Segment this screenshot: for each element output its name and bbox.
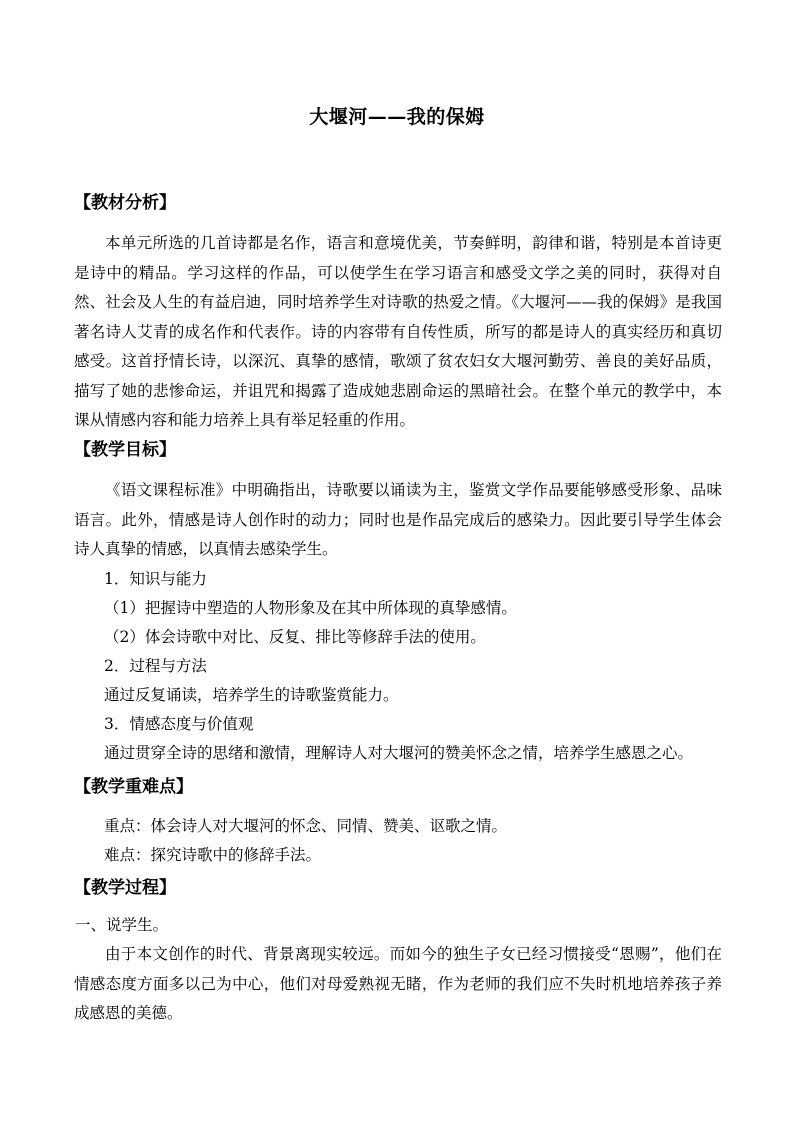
section-heading-teaching-goals: 【教学目标】 xyxy=(74,440,176,460)
difficult-point-line: 难点：探究诗歌中的修辞手法。 xyxy=(104,846,322,864)
section-heading-key-points: 【教学重难点】 xyxy=(74,777,193,797)
goal-emotion-text: 通过贯穿全诗的思绪和激情，理解诗人对大堰河的赞美怀念之情，培养学生感恩之心。 xyxy=(104,744,694,762)
goal-subitem-1: （1）把握诗中塑造的人物形象及在其中所体现的真挚感情。 xyxy=(104,599,517,617)
goal-item-emotion: 3．情感态度与价值观 xyxy=(104,715,254,733)
goal-subitem-2: （2）体会诗歌中对比、反复、排比等修辞手法的使用。 xyxy=(104,628,486,646)
goal-item-knowledge: 1．知识与能力 xyxy=(104,570,207,588)
key-point-line: 重点：体会诗人对大堰河的怀念、同情、赞美、讴歌之情。 xyxy=(104,817,508,835)
paragraph-textbook-analysis: 本单元所选的几首诗都是名作，语言和意境优美，节奏鲜明，韵律和谐，特别是本首诗更是诗中的精品。学习这样的作品，可以使学生在学习语言和感受文学之美的同时，获得对自然、社会及人生的有益启迪，同时培养学生对诗歌的热爱之情。《大堰河——我的保姆》是我国著名诗人艾青的成名作和代表作。诗的内容带有自传性质，所写的都是诗人的真实经历和真切感受。这首抒情长诗，以深沉、真挚的感情，歌颂了贫农妇女大堰河勤劳、善良的美好品质，描写了她的悲惨命运，并诅咒和揭露了造成她悲剧命运的黑暗社会。在整个单元的教学中，本课从情感内容和能力培养上具有举足轻重的作用。 xyxy=(74,234,722,429)
goal-process-text: 通过反复诵读，培养学生的诗歌鉴赏能力。 xyxy=(104,686,399,704)
section-heading-teaching-process: 【教学过程】 xyxy=(74,878,176,898)
goal-item-process: 2．过程与方法 xyxy=(104,657,207,675)
document-title: 大堰河——我的保姆 xyxy=(309,106,485,128)
section-heading-textbook-analysis: 【教材分析】 xyxy=(74,193,176,213)
process-step-heading: 一、说学生。 xyxy=(75,916,169,934)
paragraph-teaching-goals: 《语文课程标准》中明确指出，诗歌要以诵读为主，鉴赏文学作品要能够感受形象、品味语言。此外，情感是诗人创作时的动力；同时也是作品完成后的感染力。因此要引导学生体会诗人真挚的情感，以真情去感染学生。 xyxy=(74,481,722,558)
paragraph-teaching-process: 由于本文创作的时代、背景离现实较远。而如今的独生子女已经习惯接受“恩赐”，他们在情感态度方面多以己为中心，他们对母爱熟视无睹，作为老师的我们应不失时机地培养孩子养成感恩的美德。 xyxy=(74,945,722,1022)
